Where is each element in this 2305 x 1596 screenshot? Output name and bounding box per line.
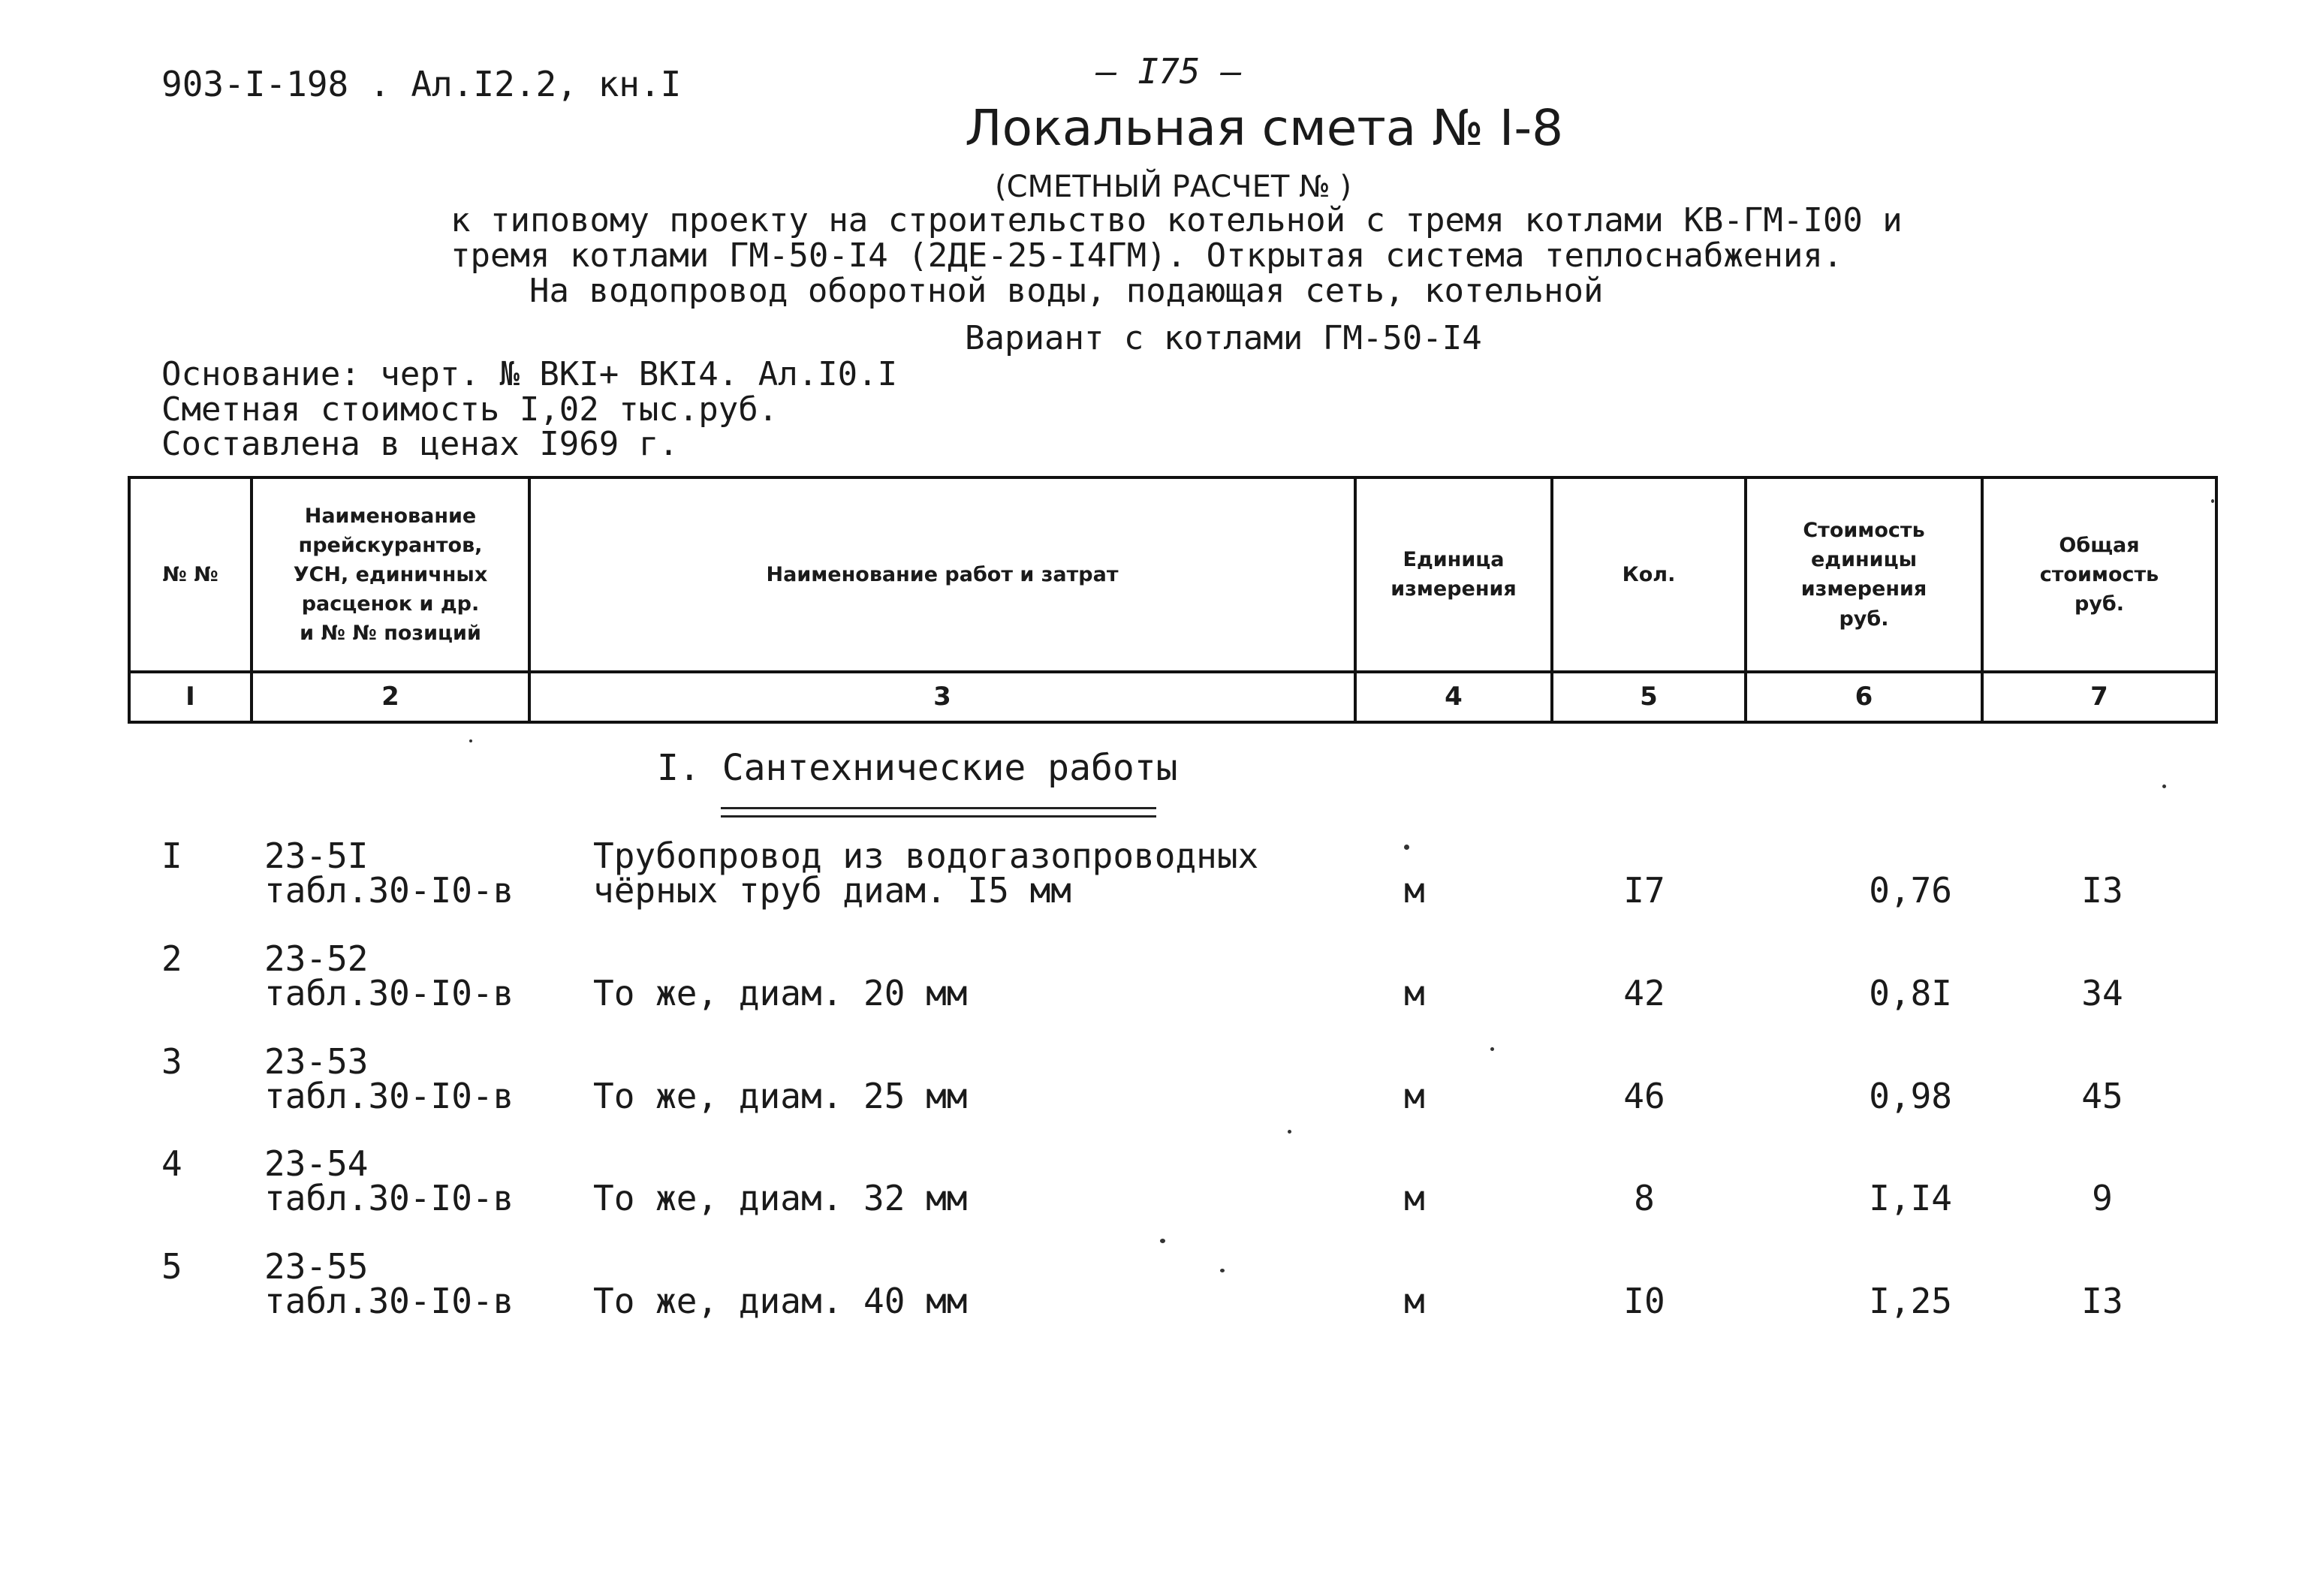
total-cost: 45 <box>2081 1076 2123 1116</box>
quantity: 8 <box>1634 1178 1655 1218</box>
section-heading: I. Сантехнические работы <box>657 747 1178 789</box>
unit-price: I,I4 <box>1869 1178 1952 1218</box>
section-underline <box>721 807 1156 818</box>
column-header-price-reference: Наименование прейскурантов, УСН, единичных расценок и др. и № № позиций <box>252 477 529 672</box>
table-row <box>0 836 2305 944</box>
estimated-cost-line: Сметная стоимость I,02 тыс.руб. <box>161 390 779 429</box>
work-description-line-2: То же, диам. 20 мм <box>593 973 968 1013</box>
unit-of-measure: м <box>1404 1281 1425 1321</box>
price-code: 23-5I <box>264 836 369 876</box>
table-row <box>0 1041 2305 1149</box>
column-header-quantity: Кол. <box>1552 477 1746 672</box>
price-code: 23-52 <box>264 938 369 979</box>
column-header-work-name: Наименование работ и затрат <box>529 477 1355 672</box>
estimate-header-table <box>128 476 2218 724</box>
price-table-ref: табл.30-I0-в <box>264 870 514 911</box>
scan-speck <box>469 739 472 742</box>
price-table-ref: табл.30-I0-в <box>264 1076 514 1116</box>
unit-price: 0,76 <box>1869 870 1952 911</box>
intro-line-1: к типовому проекту на строительство котельной с тремя котлами КВ-ГМ-I00 и <box>450 201 1903 239</box>
unit-price: 0,8I <box>1869 973 1952 1013</box>
unit-of-measure: м <box>1404 1076 1425 1116</box>
unit-of-measure: м <box>1404 973 1425 1013</box>
document-code: 903-I-198 . Ал.I2.2, кн.I <box>161 64 682 104</box>
scan-speck <box>1288 1130 1291 1134</box>
unit-price: I,25 <box>1869 1281 1952 1321</box>
column-number-4: 4 <box>1355 672 1552 722</box>
prices-year-line: Составлена в ценах I969 г. <box>161 425 679 463</box>
quantity: 46 <box>1623 1076 1665 1116</box>
row-number: 2 <box>161 938 182 979</box>
column-header-total-cost: Общая стоимость руб. <box>1982 477 2216 672</box>
work-description-line-1: Трубопровод из водогазопроводных <box>593 836 1259 876</box>
price-code: 23-55 <box>264 1246 369 1287</box>
column-number-2: 2 <box>252 672 529 722</box>
intro-line-2: тремя котлами ГМ-50-I4 (2ДЕ-25-I4ГМ). Открытая система теплоснабжения. <box>450 236 1843 275</box>
quantity: 42 <box>1623 973 1665 1013</box>
table-row <box>0 1143 2305 1251</box>
column-number-6: 6 <box>1746 672 1982 722</box>
scan-speck <box>1404 845 1409 850</box>
price-code: 23-54 <box>264 1143 369 1184</box>
row-number: 3 <box>161 1041 182 1082</box>
work-description-line-2: То же, диам. 25 мм <box>593 1076 968 1116</box>
scan-speck <box>1220 1269 1225 1272</box>
table-row <box>0 1246 2305 1354</box>
unit-of-measure: м <box>1404 1178 1425 1218</box>
variant-line: Вариант с котлами ГМ-50-I4 <box>965 319 1482 357</box>
column-number-3: 3 <box>529 672 1355 722</box>
scan-speck <box>2211 499 2214 503</box>
unit-price: 0,98 <box>1869 1076 1952 1116</box>
total-cost: I3 <box>2081 870 2123 911</box>
page-number: — I75 — <box>1096 51 1242 92</box>
price-code: 23-53 <box>264 1041 369 1082</box>
scan-speck <box>1490 1047 1494 1051</box>
work-description-line-2: чёрных труб диам. I5 мм <box>593 870 1071 911</box>
intro-line-3: На водопровод оборотной воды, подающая сеть, котельной <box>529 272 1604 310</box>
column-header-unit: Единица измерения <box>1355 477 1552 672</box>
scan-speck <box>2162 784 2166 788</box>
quantity: I7 <box>1623 870 1665 911</box>
page-title: Локальная смета № I-8 <box>965 99 1564 157</box>
total-cost: I3 <box>2081 1281 2123 1321</box>
quantity: I0 <box>1623 1281 1665 1321</box>
row-number: 4 <box>161 1143 182 1184</box>
total-cost: 34 <box>2081 973 2123 1013</box>
column-header-unit-cost: Стоимость единицы измерения руб. <box>1746 477 1982 672</box>
column-number-7: 7 <box>1982 672 2216 722</box>
estimate-subtitle: (СМЕТНЫЙ РАСЧЕТ № ) <box>995 170 1351 204</box>
price-table-ref: табл.30-I0-в <box>264 973 514 1013</box>
scan-speck <box>1160 1239 1165 1243</box>
column-number-5: 5 <box>1552 672 1746 722</box>
column-header-number: № № <box>129 477 252 672</box>
price-table-ref: табл.30-I0-в <box>264 1281 514 1321</box>
row-number: I <box>161 836 182 876</box>
row-number: 5 <box>161 1246 182 1287</box>
basis-line: Основание: черт. № ВКI+ ВКI4. Ал.I0.I <box>161 355 898 393</box>
work-description-line-2: То же, диам. 40 мм <box>593 1281 968 1321</box>
column-number-1: I <box>129 672 252 722</box>
table-row <box>0 938 2305 1046</box>
work-description-line-2: То же, диам. 32 мм <box>593 1178 968 1218</box>
total-cost: 9 <box>2092 1178 2113 1218</box>
unit-of-measure: м <box>1404 870 1425 911</box>
price-table-ref: табл.30-I0-в <box>264 1178 514 1218</box>
